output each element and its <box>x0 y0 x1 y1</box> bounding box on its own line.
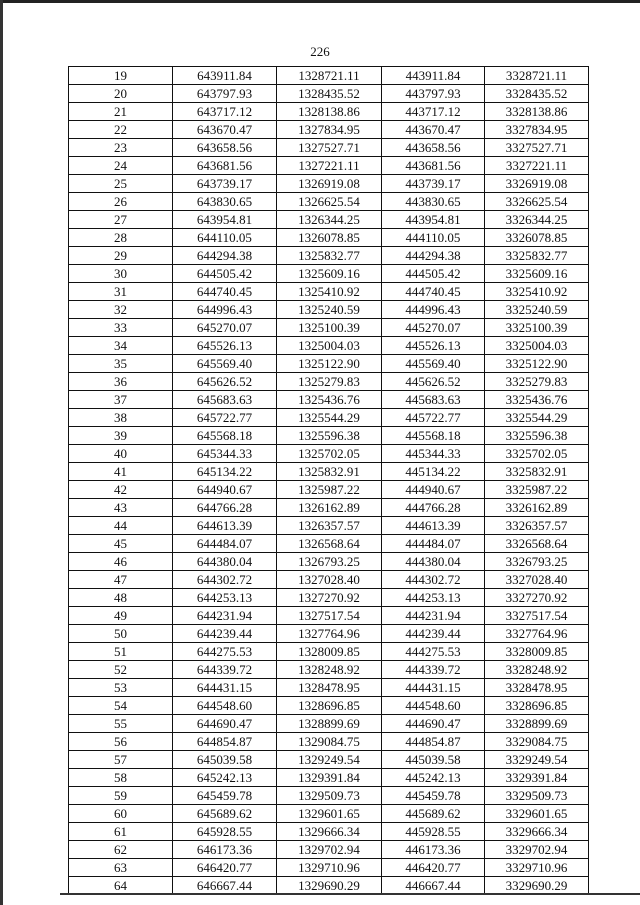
y-coordinate-cell: 1325240.59 <box>277 301 382 319</box>
y-coordinate-cell: 1326568.64 <box>277 535 382 553</box>
x-coordinate-cell: 644431.15 <box>173 679 277 697</box>
table-row <box>69 553 589 571</box>
x2-coordinate-cell: 443681.56 <box>382 157 485 175</box>
y-coordinate-cell: 1325596.38 <box>277 427 382 445</box>
y2-coordinate-cell: 3328721.11 <box>485 67 589 85</box>
x2-coordinate-cell: 444339.72 <box>382 661 485 679</box>
point-number-cell: 47 <box>69 571 173 589</box>
x-coordinate-cell: 643911.84 <box>173 67 277 85</box>
table-row <box>69 283 589 301</box>
x2-coordinate-cell: 443830.65 <box>382 193 485 211</box>
table-row <box>69 373 589 391</box>
point-number-cell: 31 <box>69 283 173 301</box>
x2-coordinate-cell: 445683.63 <box>382 391 485 409</box>
table-row <box>69 733 589 751</box>
x2-coordinate-cell: 444854.87 <box>382 733 485 751</box>
y2-coordinate-cell: 3325410.92 <box>485 283 589 301</box>
y-coordinate-cell: 1325987.22 <box>277 481 382 499</box>
bottom-border-rule <box>60 893 640 895</box>
point-number-cell: 45 <box>69 535 173 553</box>
y-coordinate-cell: 1325100.39 <box>277 319 382 337</box>
x2-coordinate-cell: 445344.33 <box>382 445 485 463</box>
y2-coordinate-cell: 3326568.64 <box>485 535 589 553</box>
y-coordinate-cell: 1326078.85 <box>277 229 382 247</box>
table-row <box>69 571 589 589</box>
x-coordinate-cell: 644766.28 <box>173 499 277 517</box>
x-coordinate-cell: 646667.44 <box>173 877 277 895</box>
x-coordinate-cell: 646173.36 <box>173 841 277 859</box>
y2-coordinate-cell: 3325987.22 <box>485 481 589 499</box>
x-coordinate-cell: 644294.38 <box>173 247 277 265</box>
table-row <box>69 85 589 103</box>
x2-coordinate-cell: 445270.07 <box>382 319 485 337</box>
table-row <box>69 877 589 895</box>
x2-coordinate-cell: 444766.28 <box>382 499 485 517</box>
x-coordinate-cell: 643797.93 <box>173 85 277 103</box>
y2-coordinate-cell: 3327834.95 <box>485 121 589 139</box>
x2-coordinate-cell: 444940.67 <box>382 481 485 499</box>
table-row <box>69 247 589 265</box>
y2-coordinate-cell: 3327270.92 <box>485 589 589 607</box>
x-coordinate-cell: 644253.13 <box>173 589 277 607</box>
y-coordinate-cell: 1328009.85 <box>277 643 382 661</box>
table-row <box>69 103 589 121</box>
x-coordinate-cell: 644275.53 <box>173 643 277 661</box>
x-coordinate-cell: 643681.56 <box>173 157 277 175</box>
x-coordinate-cell: 643830.65 <box>173 193 277 211</box>
point-number-cell: 26 <box>69 193 173 211</box>
y-coordinate-cell: 1327270.92 <box>277 589 382 607</box>
table-row <box>69 787 589 805</box>
point-number-cell: 59 <box>69 787 173 805</box>
point-number-cell: 53 <box>69 679 173 697</box>
table-row <box>69 337 589 355</box>
y-coordinate-cell: 1329702.94 <box>277 841 382 859</box>
x-coordinate-cell: 643670.47 <box>173 121 277 139</box>
y2-coordinate-cell: 3325832.77 <box>485 247 589 265</box>
y2-coordinate-cell: 3329601.65 <box>485 805 589 823</box>
point-number-cell: 32 <box>69 301 173 319</box>
x2-coordinate-cell: 444548.60 <box>382 697 485 715</box>
point-number-cell: 62 <box>69 841 173 859</box>
table-row <box>69 121 589 139</box>
point-number-cell: 36 <box>69 373 173 391</box>
y2-coordinate-cell: 3329509.73 <box>485 787 589 805</box>
point-number-cell: 48 <box>69 589 173 607</box>
table-row <box>69 319 589 337</box>
y2-coordinate-cell: 3328248.92 <box>485 661 589 679</box>
x-coordinate-cell: 645134.22 <box>173 463 277 481</box>
y-coordinate-cell: 1328478.95 <box>277 679 382 697</box>
y2-coordinate-cell: 3326162.89 <box>485 499 589 517</box>
point-number-cell: 19 <box>69 67 173 85</box>
table-row <box>69 229 589 247</box>
y2-coordinate-cell: 3327764.96 <box>485 625 589 643</box>
y-coordinate-cell: 1328138.86 <box>277 103 382 121</box>
x2-coordinate-cell: 443797.93 <box>382 85 485 103</box>
x2-coordinate-cell: 445722.77 <box>382 409 485 427</box>
y2-coordinate-cell: 3329710.96 <box>485 859 589 877</box>
x-coordinate-cell: 644854.87 <box>173 733 277 751</box>
table-row <box>69 841 589 859</box>
y2-coordinate-cell: 3326344.25 <box>485 211 589 229</box>
y-coordinate-cell: 1325436.76 <box>277 391 382 409</box>
x2-coordinate-cell: 443911.84 <box>382 67 485 85</box>
y2-coordinate-cell: 3325279.83 <box>485 373 589 391</box>
point-number-cell: 60 <box>69 805 173 823</box>
x2-coordinate-cell: 444740.45 <box>382 283 485 301</box>
point-number-cell: 58 <box>69 769 173 787</box>
y2-coordinate-cell: 3328435.52 <box>485 85 589 103</box>
x-coordinate-cell: 644690.47 <box>173 715 277 733</box>
x2-coordinate-cell: 445689.62 <box>382 805 485 823</box>
point-number-cell: 33 <box>69 319 173 337</box>
y-coordinate-cell: 1325544.29 <box>277 409 382 427</box>
table-row <box>69 535 589 553</box>
x-coordinate-cell: 645626.52 <box>173 373 277 391</box>
page-number: 226 <box>310 44 330 59</box>
x-coordinate-cell: 645569.40 <box>173 355 277 373</box>
y-coordinate-cell: 1326919.08 <box>277 175 382 193</box>
point-number-cell: 23 <box>69 139 173 157</box>
table-row <box>69 175 589 193</box>
x-coordinate-cell: 645683.63 <box>173 391 277 409</box>
y2-coordinate-cell: 3326357.57 <box>485 517 589 535</box>
x2-coordinate-cell: 444613.39 <box>382 517 485 535</box>
x2-coordinate-cell: 443717.12 <box>382 103 485 121</box>
y2-coordinate-cell: 3328899.69 <box>485 715 589 733</box>
point-number-cell: 38 <box>69 409 173 427</box>
x2-coordinate-cell: 445626.52 <box>382 373 485 391</box>
top-border-rule <box>0 0 640 3</box>
table-row <box>69 481 589 499</box>
x-coordinate-cell: 644339.72 <box>173 661 277 679</box>
y2-coordinate-cell: 3329084.75 <box>485 733 589 751</box>
x-coordinate-cell: 644940.67 <box>173 481 277 499</box>
table-row <box>69 157 589 175</box>
y2-coordinate-cell: 3326793.25 <box>485 553 589 571</box>
x2-coordinate-cell: 444239.44 <box>382 625 485 643</box>
y2-coordinate-cell: 3327527.71 <box>485 139 589 157</box>
y-coordinate-cell: 1328435.52 <box>277 85 382 103</box>
table-row <box>69 859 589 877</box>
x2-coordinate-cell: 444110.05 <box>382 229 485 247</box>
point-number-cell: 51 <box>69 643 173 661</box>
x2-coordinate-cell: 445526.13 <box>382 337 485 355</box>
x2-coordinate-cell: 444275.53 <box>382 643 485 661</box>
y2-coordinate-cell: 3329249.54 <box>485 751 589 769</box>
y2-coordinate-cell: 3325240.59 <box>485 301 589 319</box>
x2-coordinate-cell: 445568.18 <box>382 427 485 445</box>
y-coordinate-cell: 1327764.96 <box>277 625 382 643</box>
x2-coordinate-cell: 444484.07 <box>382 535 485 553</box>
x-coordinate-cell: 644484.07 <box>173 535 277 553</box>
x2-coordinate-cell: 446420.77 <box>382 859 485 877</box>
y2-coordinate-cell: 3328138.86 <box>485 103 589 121</box>
point-number-cell: 28 <box>69 229 173 247</box>
table-row <box>69 715 589 733</box>
x2-coordinate-cell: 445039.58 <box>382 751 485 769</box>
table-row <box>69 769 589 787</box>
table-row <box>69 823 589 841</box>
table-row <box>69 463 589 481</box>
table-row <box>69 427 589 445</box>
x-coordinate-cell: 644613.39 <box>173 517 277 535</box>
y-coordinate-cell: 1327527.71 <box>277 139 382 157</box>
table-row <box>69 697 589 715</box>
point-number-cell: 49 <box>69 607 173 625</box>
point-number-cell: 63 <box>69 859 173 877</box>
table-row <box>69 355 589 373</box>
point-number-cell: 56 <box>69 733 173 751</box>
point-number-cell: 21 <box>69 103 173 121</box>
y2-coordinate-cell: 3328696.85 <box>485 697 589 715</box>
y-coordinate-cell: 1325609.16 <box>277 265 382 283</box>
table-row <box>69 625 589 643</box>
table-row <box>69 301 589 319</box>
y2-coordinate-cell: 3329391.84 <box>485 769 589 787</box>
table-row <box>69 445 589 463</box>
point-number-cell: 57 <box>69 751 173 769</box>
table-row <box>69 265 589 283</box>
table-row <box>69 409 589 427</box>
y2-coordinate-cell: 3325100.39 <box>485 319 589 337</box>
x2-coordinate-cell: 443658.56 <box>382 139 485 157</box>
x-coordinate-cell: 644505.42 <box>173 265 277 283</box>
y-coordinate-cell: 1329509.73 <box>277 787 382 805</box>
y2-coordinate-cell: 3325609.16 <box>485 265 589 283</box>
x2-coordinate-cell: 444431.15 <box>382 679 485 697</box>
x-coordinate-cell: 644380.04 <box>173 553 277 571</box>
table-row <box>69 67 589 85</box>
table-row <box>69 139 589 157</box>
x2-coordinate-cell: 444996.43 <box>382 301 485 319</box>
y2-coordinate-cell: 3326919.08 <box>485 175 589 193</box>
y2-coordinate-cell: 3329666.34 <box>485 823 589 841</box>
point-number-cell: 25 <box>69 175 173 193</box>
table-row <box>69 679 589 697</box>
y-coordinate-cell: 1329084.75 <box>277 733 382 751</box>
y-coordinate-cell: 1329391.84 <box>277 769 382 787</box>
x2-coordinate-cell: 445569.40 <box>382 355 485 373</box>
y2-coordinate-cell: 3325702.05 <box>485 445 589 463</box>
coordinates-table-body <box>69 67 589 895</box>
point-number-cell: 54 <box>69 697 173 715</box>
x2-coordinate-cell: 444380.04 <box>382 553 485 571</box>
x2-coordinate-cell: 446173.36 <box>382 841 485 859</box>
x-coordinate-cell: 644239.44 <box>173 625 277 643</box>
y-coordinate-cell: 1326344.25 <box>277 211 382 229</box>
point-number-cell: 30 <box>69 265 173 283</box>
x2-coordinate-cell: 445134.22 <box>382 463 485 481</box>
x-coordinate-cell: 646420.77 <box>173 859 277 877</box>
point-number-cell: 22 <box>69 121 173 139</box>
x-coordinate-cell: 643658.56 <box>173 139 277 157</box>
x-coordinate-cell: 644996.43 <box>173 301 277 319</box>
point-number-cell: 20 <box>69 85 173 103</box>
x2-coordinate-cell: 443739.17 <box>382 175 485 193</box>
x2-coordinate-cell: 445459.78 <box>382 787 485 805</box>
x-coordinate-cell: 645928.55 <box>173 823 277 841</box>
y2-coordinate-cell: 3328478.95 <box>485 679 589 697</box>
y-coordinate-cell: 1325702.05 <box>277 445 382 463</box>
y2-coordinate-cell: 3327517.54 <box>485 607 589 625</box>
point-number-cell: 42 <box>69 481 173 499</box>
coordinates-table <box>68 66 589 895</box>
y-coordinate-cell: 1327028.40 <box>277 571 382 589</box>
table-row <box>69 193 589 211</box>
point-number-cell: 37 <box>69 391 173 409</box>
x2-coordinate-cell: 444505.42 <box>382 265 485 283</box>
y2-coordinate-cell: 3325004.03 <box>485 337 589 355</box>
y-coordinate-cell: 1326625.54 <box>277 193 382 211</box>
y2-coordinate-cell: 3329690.29 <box>485 877 589 895</box>
x2-coordinate-cell: 446667.44 <box>382 877 485 895</box>
y2-coordinate-cell: 3326078.85 <box>485 229 589 247</box>
x-coordinate-cell: 645039.58 <box>173 751 277 769</box>
table-row <box>69 643 589 661</box>
y2-coordinate-cell: 3325122.90 <box>485 355 589 373</box>
table-row <box>69 805 589 823</box>
x2-coordinate-cell: 445242.13 <box>382 769 485 787</box>
x-coordinate-cell: 644110.05 <box>173 229 277 247</box>
x-coordinate-cell: 645722.77 <box>173 409 277 427</box>
x-coordinate-cell: 643717.12 <box>173 103 277 121</box>
y-coordinate-cell: 1326162.89 <box>277 499 382 517</box>
point-number-cell: 35 <box>69 355 173 373</box>
y-coordinate-cell: 1325004.03 <box>277 337 382 355</box>
point-number-cell: 34 <box>69 337 173 355</box>
x-coordinate-cell: 645270.07 <box>173 319 277 337</box>
y-coordinate-cell: 1327517.54 <box>277 607 382 625</box>
point-number-cell: 61 <box>69 823 173 841</box>
point-number-cell: 43 <box>69 499 173 517</box>
y-coordinate-cell: 1329601.65 <box>277 805 382 823</box>
point-number-cell: 40 <box>69 445 173 463</box>
y-coordinate-cell: 1325279.83 <box>277 373 382 391</box>
left-border-rule <box>0 0 3 905</box>
y2-coordinate-cell: 3325544.29 <box>485 409 589 427</box>
x2-coordinate-cell: 444294.38 <box>382 247 485 265</box>
point-number-cell: 41 <box>69 463 173 481</box>
x-coordinate-cell: 645242.13 <box>173 769 277 787</box>
table-row <box>69 517 589 535</box>
y2-coordinate-cell: 3327028.40 <box>485 571 589 589</box>
x-coordinate-cell: 644302.72 <box>173 571 277 589</box>
x-coordinate-cell: 645689.62 <box>173 805 277 823</box>
point-number-cell: 64 <box>69 877 173 895</box>
table-row <box>69 589 589 607</box>
point-number-cell: 52 <box>69 661 173 679</box>
x2-coordinate-cell: 444253.13 <box>382 589 485 607</box>
x-coordinate-cell: 644740.45 <box>173 283 277 301</box>
point-number-cell: 50 <box>69 625 173 643</box>
y-coordinate-cell: 1328696.85 <box>277 697 382 715</box>
point-number-cell: 29 <box>69 247 173 265</box>
x2-coordinate-cell: 443954.81 <box>382 211 485 229</box>
y2-coordinate-cell: 3325436.76 <box>485 391 589 409</box>
x2-coordinate-cell: 444302.72 <box>382 571 485 589</box>
x-coordinate-cell: 643739.17 <box>173 175 277 193</box>
y2-coordinate-cell: 3325832.91 <box>485 463 589 481</box>
x-coordinate-cell: 645459.78 <box>173 787 277 805</box>
y-coordinate-cell: 1325410.92 <box>277 283 382 301</box>
x2-coordinate-cell: 445928.55 <box>382 823 485 841</box>
y-coordinate-cell: 1328248.92 <box>277 661 382 679</box>
y-coordinate-cell: 1329690.29 <box>277 877 382 895</box>
y-coordinate-cell: 1326793.25 <box>277 553 382 571</box>
y2-coordinate-cell: 3327221.11 <box>485 157 589 175</box>
table-row <box>69 751 589 769</box>
y2-coordinate-cell: 3325596.38 <box>485 427 589 445</box>
table-row <box>69 661 589 679</box>
point-number-cell: 55 <box>69 715 173 733</box>
x-coordinate-cell: 645568.18 <box>173 427 277 445</box>
y-coordinate-cell: 1325832.91 <box>277 463 382 481</box>
x-coordinate-cell: 645344.33 <box>173 445 277 463</box>
y-coordinate-cell: 1329710.96 <box>277 859 382 877</box>
x-coordinate-cell: 644548.60 <box>173 697 277 715</box>
y2-coordinate-cell: 3328009.85 <box>485 643 589 661</box>
y-coordinate-cell: 1325122.90 <box>277 355 382 373</box>
y-coordinate-cell: 1327221.11 <box>277 157 382 175</box>
y-coordinate-cell: 1329666.34 <box>277 823 382 841</box>
table-row <box>69 499 589 517</box>
table-row <box>69 391 589 409</box>
x2-coordinate-cell: 444690.47 <box>382 715 485 733</box>
point-number-cell: 44 <box>69 517 173 535</box>
point-number-cell: 46 <box>69 553 173 571</box>
x2-coordinate-cell: 443670.47 <box>382 121 485 139</box>
y2-coordinate-cell: 3329702.94 <box>485 841 589 859</box>
x-coordinate-cell: 643954.81 <box>173 211 277 229</box>
point-number-cell: 24 <box>69 157 173 175</box>
y-coordinate-cell: 1325832.77 <box>277 247 382 265</box>
y-coordinate-cell: 1328899.69 <box>277 715 382 733</box>
y-coordinate-cell: 1326357.57 <box>277 517 382 535</box>
y-coordinate-cell: 1327834.95 <box>277 121 382 139</box>
x2-coordinate-cell: 444231.94 <box>382 607 485 625</box>
y-coordinate-cell: 1328721.11 <box>277 67 382 85</box>
point-number-cell: 27 <box>69 211 173 229</box>
table-row <box>69 607 589 625</box>
point-number-cell: 39 <box>69 427 173 445</box>
x-coordinate-cell: 645526.13 <box>173 337 277 355</box>
table-row <box>69 211 589 229</box>
y-coordinate-cell: 1329249.54 <box>277 751 382 769</box>
x-coordinate-cell: 644231.94 <box>173 607 277 625</box>
y2-coordinate-cell: 3326625.54 <box>485 193 589 211</box>
